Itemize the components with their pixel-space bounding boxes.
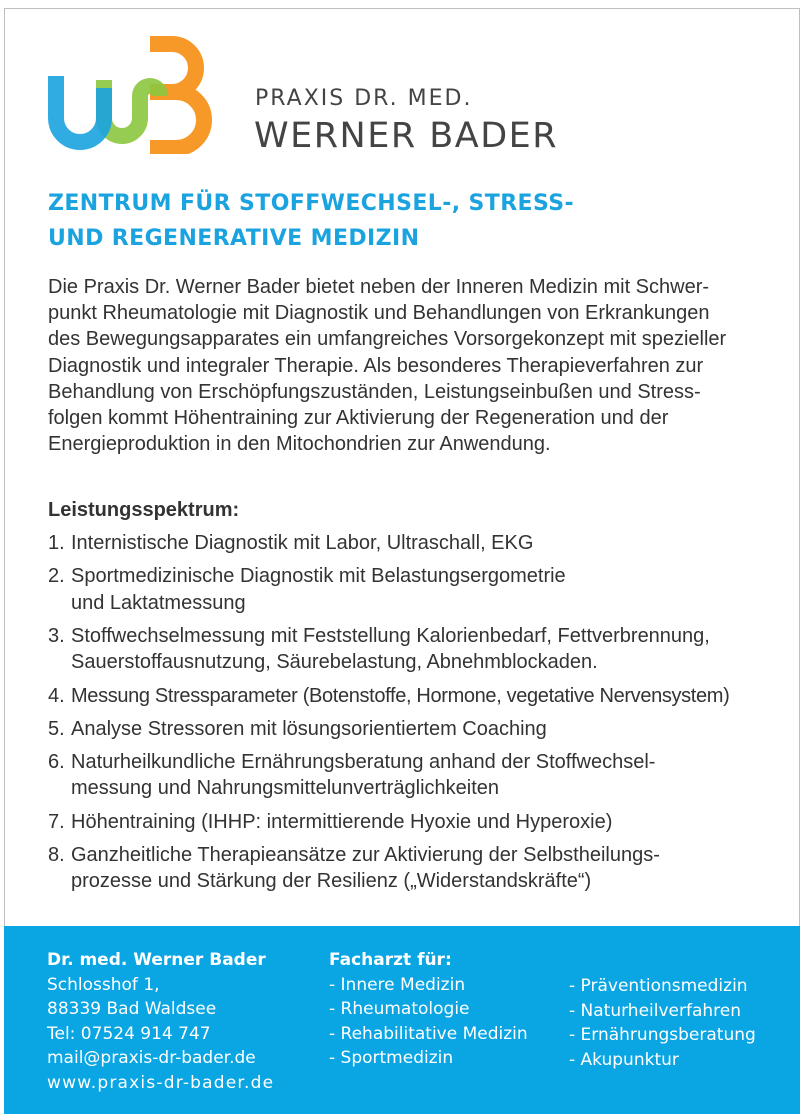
contact-column [47, 948, 274, 1095]
contact-street: Schlosshof 1, [47, 974, 160, 995]
list-item [48, 683, 788, 710]
list-item [48, 563, 788, 616]
specialty-item: - Rheumatologie [329, 999, 470, 1019]
list-text: Ganzheitliche Therapieansätze zur Aktivierung der Selbstheilungs- [71, 843, 660, 866]
headline-line: UND REGENERATIVE MEDIZIN [48, 226, 420, 251]
list-text: prozesse und Stärkung der Resilienz („Widerstandskräfte“) [71, 870, 592, 893]
intro-line: Die Praxis Dr. Werner Bader bietet neben der Inneren Medizin mit Schwer- [48, 276, 710, 298]
list-item [48, 623, 788, 676]
list-number: 3. [48, 624, 65, 647]
specialty-item: - Rehabilitative Medizin [329, 1023, 528, 1044]
list-number: 4. [48, 684, 65, 707]
services-title: Leistungsspektrum: [48, 499, 240, 521]
contact-email-link[interactable]: mail@praxis-dr-bader.de [47, 1048, 256, 1068]
intro-line: folgen kommt Höhentraining zur Aktivierung der Regeneration und der [48, 407, 669, 430]
list-number: 5. [48, 717, 65, 740]
specialty-item: - Naturheilverfahren [569, 1000, 742, 1021]
list-number: 2. [48, 565, 65, 588]
list-text: Naturheilkundliche Ernährungsberatung anhand der Stoffwechsel- [71, 750, 656, 773]
list-text: Analyse Stressoren mit lösungsorientiertem Coaching [71, 717, 547, 740]
services-list [48, 530, 788, 902]
list-text: Sportmedizinische Diagnostik mit Belastungsergometrie [71, 565, 566, 588]
specialist-column [329, 948, 528, 1071]
list-text: und Laktatmessung [71, 591, 246, 614]
list-item [48, 842, 788, 895]
intro-line: Behandlung von Erschöpfungszuständen, Leistungseinbußen und Stress- [48, 380, 701, 403]
list-text: Sauerstoffausnutzung, Säurebelastung, Abnehmblockaden. [71, 651, 598, 674]
specialty-item: - Sportmedizin [329, 1048, 454, 1068]
specialty-item: - Akupunktur [569, 1049, 679, 1070]
contact-name: Dr. med. Werner Bader [47, 950, 266, 970]
brand-line-2: WERNER BADER [254, 116, 559, 156]
intro-line: Energieproduktion in den Mitochondrien zur Anwendung. [48, 433, 551, 456]
list-item [48, 530, 788, 557]
list-text: Höhentraining (IHHP: intermittierende Hyoxie und Hyperoxie) [71, 810, 613, 833]
footer-contact-bar [4, 926, 800, 1114]
intro-line: des Bewegungsapparates ein umfangreiches Vorsorgekonzept mit spezieller [48, 328, 727, 351]
list-text: Stoffwechselmessung mit Feststellung Kalorienbedarf, Fettverbrennung, [71, 624, 710, 647]
list-item [48, 809, 788, 836]
headline-line: ZENTRUM FÜR STOFFWECHSEL-, STRESS- [48, 191, 575, 216]
specialty-item: - Innere Medizin [329, 974, 466, 995]
list-number: 8. [48, 843, 65, 866]
list-text: messung und Nahrungsmittelunverträglichkeiten [71, 777, 500, 800]
contact-city: 88339 Bad Waldsee [47, 999, 217, 1019]
list-number: 7. [48, 810, 65, 833]
intro-line: Diagnostik und integraler Therapie. Als besonderes Therapieverfahren zur [48, 354, 704, 377]
list-text: Internistische Diagnostik mit Labor, Ultraschall, EKG [71, 532, 534, 554]
headline [48, 186, 748, 256]
list-text: Messung Stressparameter (Botenstoffe, Hormone, vegetative Nervensystem) [71, 684, 730, 707]
more-specialties-column [569, 974, 756, 1072]
intro-line: punkt Rheumatologie mit Diagnostik und Behandlungen von Erkrankungen [48, 302, 710, 325]
list-item [48, 716, 788, 743]
list-number: 6. [48, 750, 65, 773]
list-number: 1. [48, 532, 65, 554]
specialist-title: Facharzt für: [329, 950, 452, 970]
intro-paragraph [48, 274, 778, 457]
specialty-item: - Präventionsmedizin [569, 976, 748, 996]
list-item [48, 749, 788, 802]
contact-website-link[interactable]: www.praxis-dr-bader.de [47, 1072, 275, 1093]
wb-logo-icon [48, 36, 226, 154]
brand-line-1: PRAXIS DR. MED. [255, 86, 473, 111]
contact-phone[interactable]: Tel: 07524 914 747 [47, 1023, 211, 1044]
specialty-item: - Ernährungsberatung [569, 1025, 756, 1045]
